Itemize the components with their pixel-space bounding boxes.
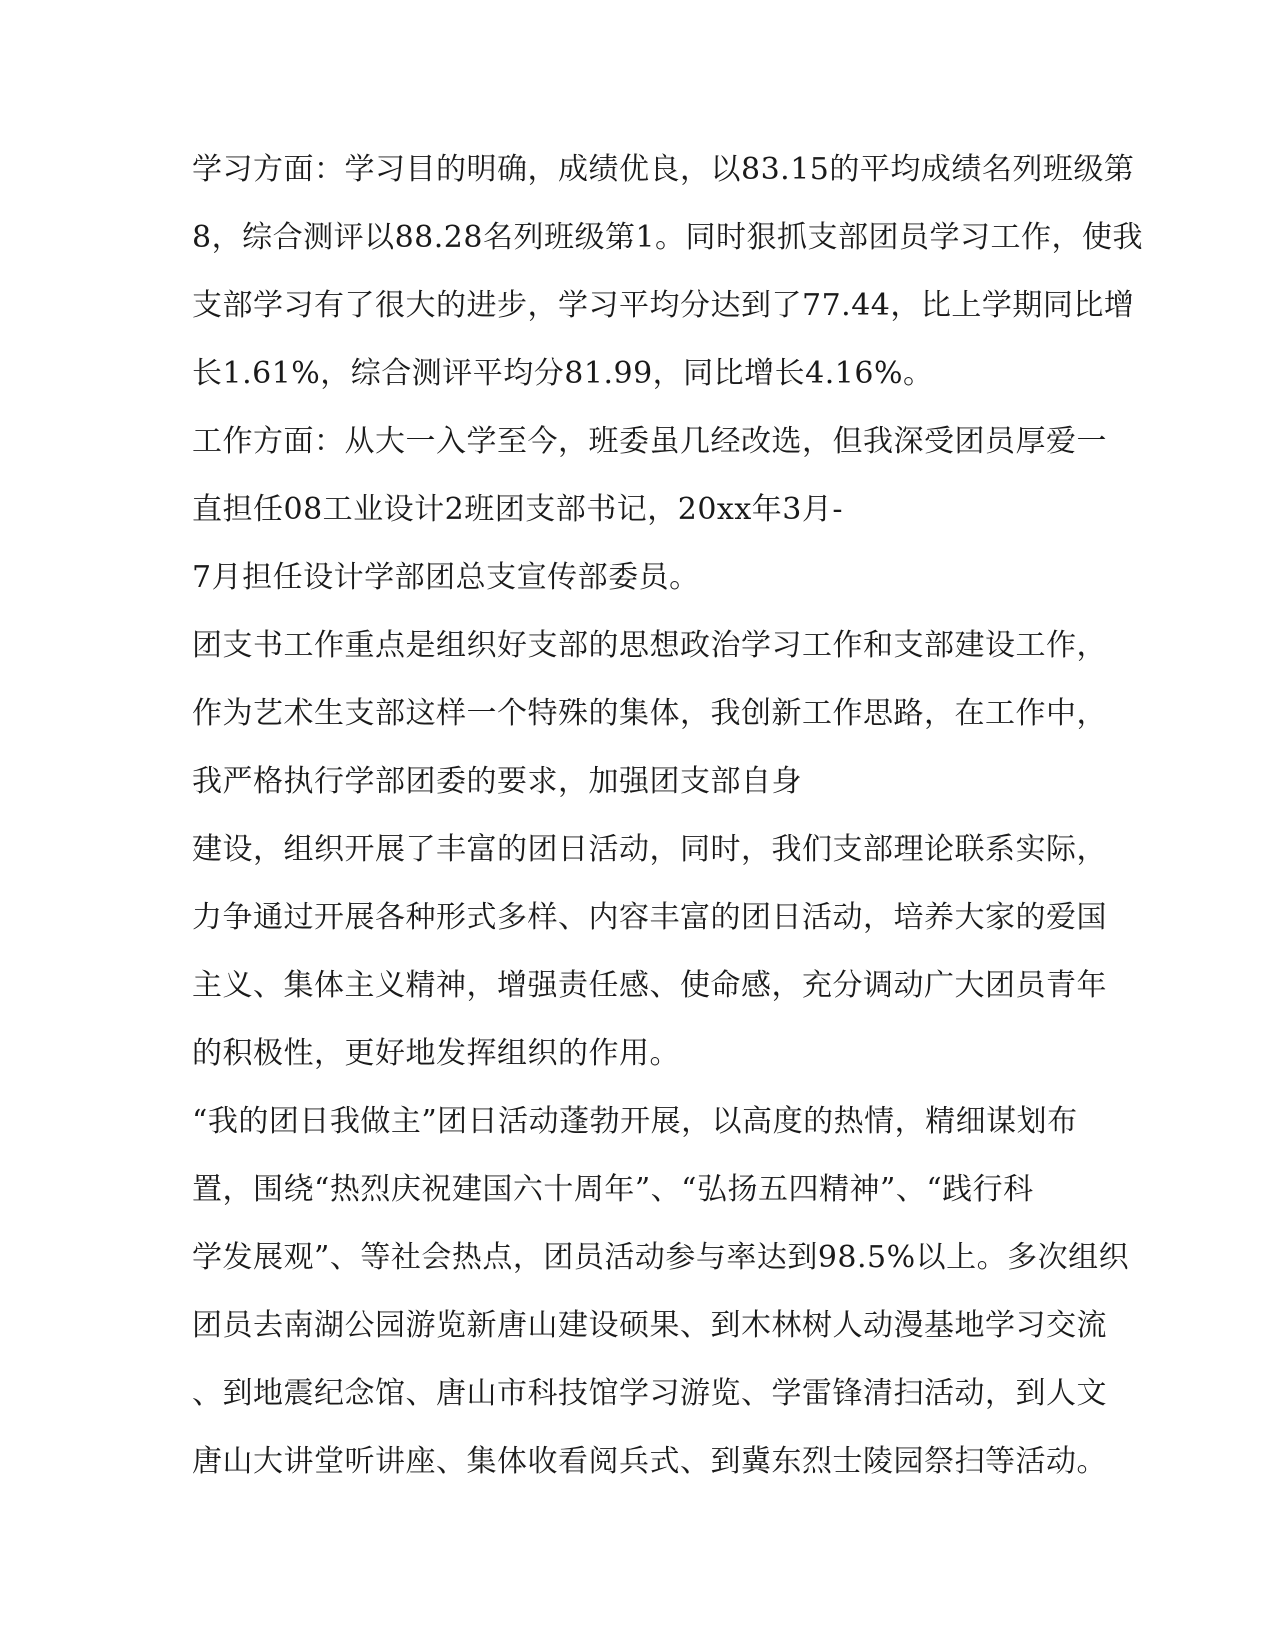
text-line: 直担任08工业设计2班团支部书记，20xx年3月- [192, 492, 843, 527]
text-line: 唐山大讲堂听讲座、集体收看阅兵式、到冀东烈士陵园祭扫等活动。 [192, 1444, 1107, 1479]
text-line: 学习方面：学习目的明确，成绩优良，以83.15的平均成绩名列班级第 [192, 152, 1135, 187]
text-line: “我的团日我做主”团日活动蓬勃开展，以高度的热情，精细谋划布 [192, 1104, 1078, 1139]
text-line: 置，围绕“热烈庆祝建国六十周年”、“弘扬五四精神”、“践行科 [192, 1172, 1034, 1207]
text-line: 建设，组织开展了丰富的团日活动，同时，我们支部理论联系实际， [192, 832, 1107, 867]
text-line: 学发展观”、等社会热点，团员活动参与率达到98.5%以上。多次组织 [192, 1240, 1130, 1275]
text-line: 长1.61%，综合测评平均分81.99，同比增长4.16%。 [192, 356, 934, 391]
text-line: 8，综合测评以88.28名列班级第1。同时狠抓支部团员学习工作，使我 [192, 220, 1144, 255]
text-line: 的积极性，更好地发挥组织的作用。 [192, 1036, 680, 1071]
text-line: 主义、集体主义精神，增强责任感、使命感，充分调动广大团员青年 [192, 968, 1107, 1003]
text-line: 力争通过开展各种形式多样、内容丰富的团日活动，培养大家的爱国 [192, 900, 1107, 935]
text-line: 我严格执行学部团委的要求，加强团支部自身 [192, 764, 802, 799]
text-line: 、到地震纪念馆、唐山市科技馆学习游览、学雷锋清扫活动，到人文 [192, 1376, 1107, 1411]
text-line: 作为艺术生支部这样一个特殊的集体，我创新工作思路，在工作中， [192, 696, 1107, 731]
text-line: 团支书工作重点是组织好支部的思想政治学习工作和支部建设工作， [192, 628, 1107, 663]
text-line: 支部学习有了很大的进步，学习平均分达到了77.44，比上学期同比增 [192, 288, 1135, 323]
text-line: 团员去南湖公园游览新唐山建设硕果、到木林树人动漫基地学习交流 [192, 1308, 1107, 1343]
text-line: 7月担任设计学部团总支宣传部委员。 [192, 560, 700, 595]
body-text [192, 152, 1144, 1515]
text-line: 工作方面：从大一入学至今，班委虽几经改选，但我深受团员厚爱一 [192, 424, 1107, 459]
